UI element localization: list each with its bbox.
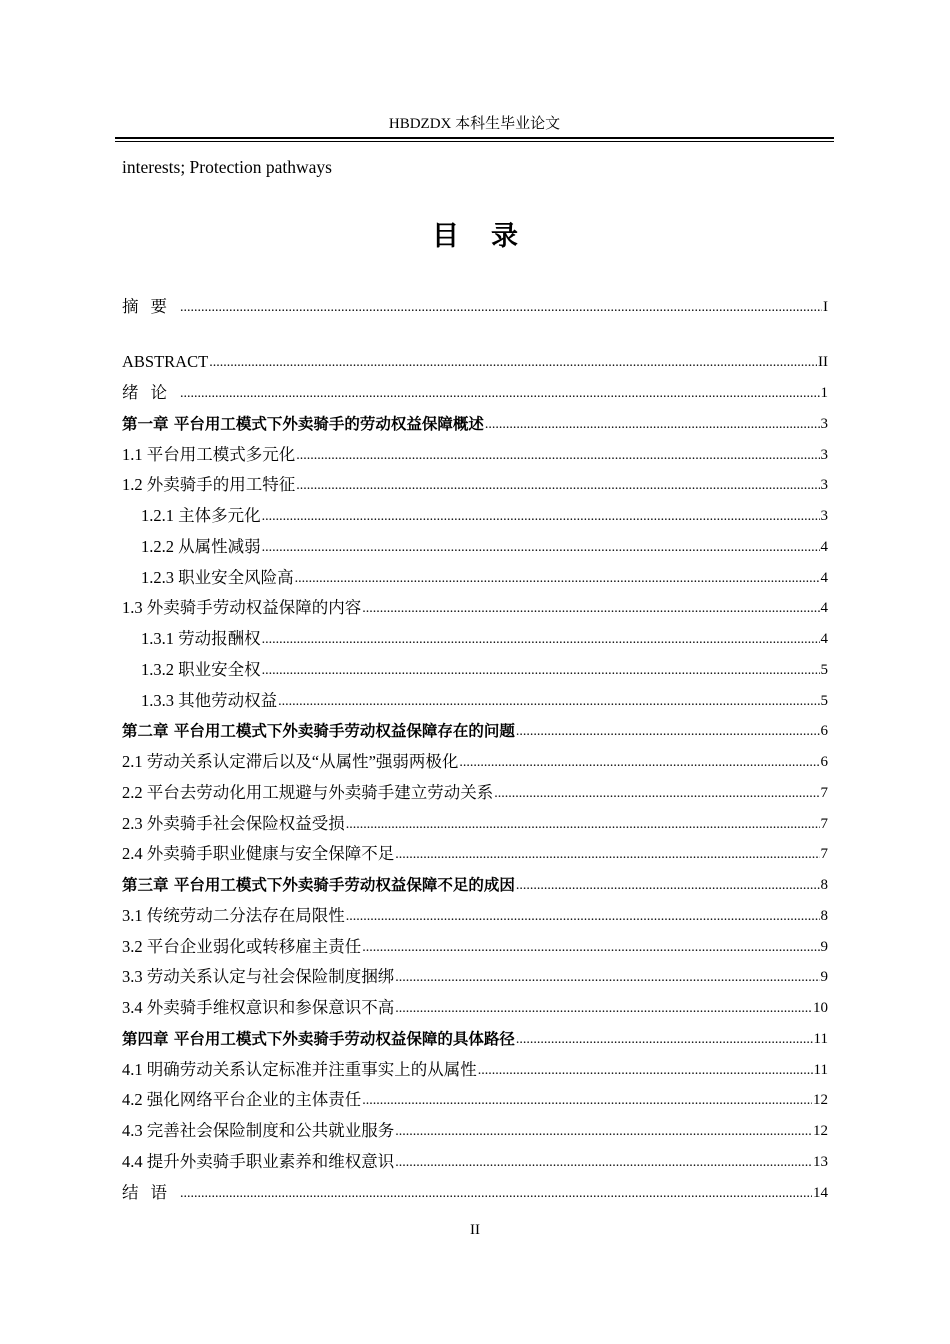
- toc-entry-label: 第四章 平台用工模式下外卖骑手劳动权益保障的具体路径: [122, 1029, 515, 1048]
- toc-leader-dots: [180, 296, 822, 318]
- toc-entry-label: 绪论: [122, 383, 179, 402]
- toc-entry-page: 12: [813, 1092, 828, 1109]
- toc-entry-page: 4: [820, 569, 828, 586]
- toc-entry[interactable]: [122, 351, 828, 373]
- toc-entry[interactable]: [122, 720, 828, 742]
- toc-entry[interactable]: [122, 505, 828, 527]
- toc-entry[interactable]: [122, 628, 828, 650]
- toc-entry-label: 4.2 强化网络平台企业的主体责任: [122, 1090, 362, 1110]
- header-rule-thick: [115, 137, 834, 139]
- toc-entry-page: 10: [813, 1000, 828, 1016]
- toc-leader-dots: [395, 1120, 812, 1142]
- toc-entry-label: 2.4 外卖骑手职业健康与安全保障不足: [122, 844, 395, 864]
- toc-entry[interactable]: [122, 444, 828, 466]
- toc-leader-dots: [395, 997, 812, 1019]
- toc-entry-label: 2.3 外卖骑手社会保险权益受损: [122, 813, 345, 833]
- toc-leader-dots: [494, 782, 819, 804]
- toc-leader-dots: [362, 936, 819, 958]
- toc-entry-page: 6: [820, 723, 828, 740]
- toc-entry[interactable]: [122, 382, 828, 404]
- toc-leader-dots: [395, 966, 819, 988]
- toc-leader-dots: [395, 843, 819, 865]
- toc-leader-dots: [262, 505, 820, 527]
- toc-entry-page: 3: [820, 415, 828, 432]
- toc-leader-dots: [278, 690, 819, 712]
- toc-entry-label: 4.1 明确劳动关系认定标准并注重事实上的从属性: [122, 1059, 477, 1079]
- toc-entry[interactable]: [122, 936, 828, 958]
- toc-leader-dots: [478, 1059, 813, 1081]
- toc-entry[interactable]: [122, 659, 828, 681]
- toc-entry-label: 1.3.1 劳动报酬权: [141, 629, 261, 648]
- toc-leader-dots: [516, 720, 820, 742]
- toc-entry-page: 9: [820, 938, 828, 955]
- toc-entry-page: 6: [820, 754, 828, 770]
- toc-entry[interactable]: [122, 296, 828, 318]
- toc-entry[interactable]: [122, 1182, 828, 1204]
- toc-entry-label: 第三章 平台用工模式下外卖骑手劳动权益保障不足的成因: [122, 876, 515, 894]
- toc-entry-label: 3.3 劳动关系认定与社会保险制度捆绑: [122, 967, 395, 987]
- toc-entry-page: 11: [813, 1030, 828, 1047]
- toc-entry-page: 8: [820, 877, 828, 893]
- toc-entry[interactable]: [122, 905, 828, 927]
- toc-title: 目录: [432, 221, 550, 252]
- toc-entry-page: 3: [820, 446, 828, 463]
- toc-entry[interactable]: [122, 1059, 828, 1081]
- page-number: II: [470, 1222, 480, 1238]
- toc-leader-dots: [180, 382, 820, 404]
- toc-leader-dots: [209, 351, 817, 373]
- toc-entry-page: 13: [813, 1153, 828, 1170]
- toc-entry-page: 7: [820, 784, 828, 801]
- toc-entry-label: 4.4 提升外卖骑手职业素养和维权意识: [122, 1151, 395, 1171]
- toc-entry-page: II: [818, 354, 828, 370]
- toc-entry-label: 1.3.2 职业安全权: [141, 659, 261, 679]
- toc-entry[interactable]: [122, 782, 828, 804]
- toc-entry-page: 7: [820, 846, 828, 863]
- toc-entry-page: I: [823, 299, 828, 315]
- toc-entry-label: 3.4 外卖骑手维权意识和参保意识不高: [122, 998, 395, 1017]
- toc-entry-label: 4.3 完善社会保险制度和公共就业服务: [122, 1121, 395, 1140]
- toc-entry-page: 8: [820, 907, 828, 924]
- toc-entry[interactable]: [122, 1151, 828, 1173]
- toc-entry[interactable]: [122, 1028, 828, 1050]
- toc-entry-label: 摘要: [122, 297, 179, 316]
- toc-leader-dots: [395, 1151, 812, 1173]
- toc-leader-dots: [296, 444, 819, 466]
- toc-entry-page: 1: [820, 385, 828, 401]
- toc-entry-label: 第一章 平台用工模式下外卖骑手的劳动权益保障概述: [122, 414, 484, 433]
- toc-entry-label: 2.1 劳动关系认定滞后以及“从属性”强弱两极化: [122, 752, 459, 771]
- toc-entry-label: 1.3 外卖骑手劳动权益保障的内容: [122, 598, 362, 618]
- toc-entry[interactable]: [122, 813, 828, 835]
- toc-entry-label: 2.2 平台去劳动化用工规避与外卖骑手建立劳动关系: [122, 782, 494, 802]
- toc-leader-dots: [262, 628, 820, 650]
- toc-entry[interactable]: [122, 997, 828, 1019]
- toc-entry[interactable]: [122, 966, 828, 988]
- header-rule-thin: [115, 141, 834, 142]
- toc-entry-page: 11: [813, 1061, 828, 1078]
- toc-entry-label: 1.2.2 从属性减弱: [141, 536, 261, 556]
- toc-entry-page: 4: [820, 631, 828, 647]
- carryover-keywords: interests; Protection pathways: [122, 157, 332, 177]
- toc-entry[interactable]: [122, 1120, 828, 1142]
- toc-entry[interactable]: [122, 690, 828, 712]
- toc-leader-dots: [346, 813, 820, 835]
- toc-entry-page: 4: [820, 538, 828, 555]
- toc-entry-label: 结语: [122, 1182, 179, 1202]
- toc-entry[interactable]: [122, 474, 828, 496]
- toc-leader-dots: [262, 536, 820, 558]
- toc-entry-label: 3.1 传统劳动二分法存在局限性: [122, 905, 345, 925]
- toc-entry-page: 14: [813, 1184, 828, 1201]
- toc-entry[interactable]: [122, 567, 828, 589]
- toc-entry[interactable]: [122, 751, 828, 773]
- toc-leader-dots: [362, 1089, 812, 1111]
- toc-entry-label: ABSTRACT: [122, 352, 209, 371]
- toc-entry[interactable]: [122, 536, 828, 558]
- toc-leader-dots: [516, 874, 820, 896]
- toc-leader-dots: [485, 413, 820, 435]
- toc-entry[interactable]: [122, 874, 828, 896]
- toc-entry-page: 4: [820, 600, 828, 617]
- toc-leader-dots: [295, 567, 820, 589]
- page-header: HBDZDX 本科生毕业论文: [388, 116, 561, 132]
- toc-leader-dots: [296, 474, 819, 496]
- toc-entry[interactable]: [122, 597, 828, 619]
- toc-entry[interactable]: [122, 413, 828, 435]
- toc-leader-dots: [516, 1028, 813, 1050]
- toc-entry-page: 3: [820, 477, 828, 494]
- toc-entry-label: 1.2 外卖骑手的用工特征: [122, 475, 296, 495]
- toc-entry-page: 3: [820, 508, 828, 524]
- toc-entry-page: 5: [820, 661, 828, 678]
- toc-entry-label: 1.1 平台用工模式多元化: [122, 444, 296, 464]
- toc-entry-page: 5: [820, 692, 828, 709]
- toc-entry[interactable]: [122, 1089, 828, 1111]
- toc-entry-label: 3.2 平台企业弱化或转移雇主责任: [122, 936, 362, 956]
- toc-entry-label: 1.2.1 主体多元化: [141, 506, 261, 525]
- toc-leader-dots: [459, 751, 819, 773]
- toc-leader-dots: [346, 905, 820, 927]
- toc-leader-dots: [362, 597, 819, 619]
- toc-entry[interactable]: [122, 843, 828, 865]
- toc-entry-page: 7: [820, 815, 828, 832]
- toc-entry-label: 1.3.3 其他劳动权益: [141, 690, 278, 710]
- toc-entry-label: 1.2.3 职业安全风险高: [141, 567, 294, 587]
- toc-entry-label: 第二章 平台用工模式下外卖骑手劳动权益保障存在的问题: [122, 722, 515, 741]
- toc-leader-dots: [180, 1182, 812, 1204]
- toc-entry-page: 12: [813, 1123, 828, 1139]
- toc-leader-dots: [262, 659, 820, 681]
- toc-entry-page: 9: [820, 969, 828, 986]
